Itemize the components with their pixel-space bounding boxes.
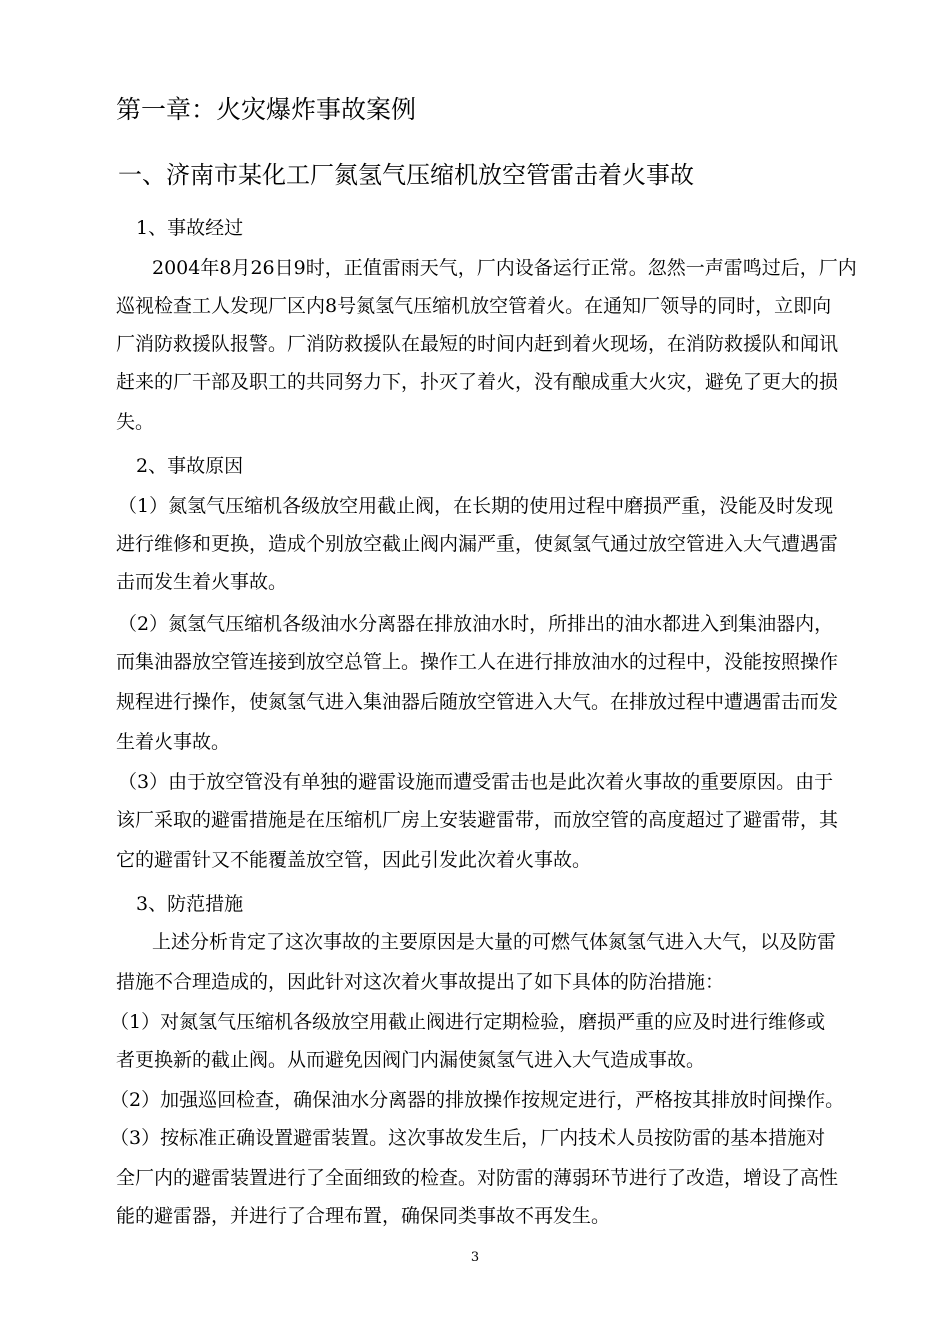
- page-number: 3: [470, 1250, 480, 1265]
- paragraph-line: 生着火事故。: [116, 731, 231, 753]
- paragraph-line: 上述分析肯定了这次事故的主要原因是大量的可燃气体氮氢气进入大气，以及防雷: [152, 931, 837, 953]
- paragraph-line: 该厂采取的避雷措施是在压缩机厂房上安装避雷带，而放空管的高度超过了避雷带，其: [116, 809, 839, 831]
- subheading-accident-process: 1、事故经过: [136, 217, 244, 239]
- subheading-accident-cause: 2、事故原因: [136, 455, 244, 477]
- paragraph-line: 厂消防救援队报警。厂消防救援队在最短的时间内赶到着火现场，在消防救援队和闻讯: [116, 333, 839, 355]
- paragraph-line: 措施不合理造成的，因此针对这次着火事故提出了如下具体的防治措施：: [116, 971, 725, 993]
- section-title: 一、济南市某化工厂氮氢气压缩机放空管雷击着火事故: [118, 161, 694, 189]
- paragraph-line: （3）按标准正确设置避雷装置。这次事故发生后，厂内技术人员按防雷的基本措施对: [110, 1127, 826, 1149]
- paragraph-line: 而集油器放空管连接到放空总管上。操作工人在进行排放油水的过程中，没能按照操作: [116, 651, 839, 673]
- paragraph-line: 赶来的厂干部及职工的共同努力下，扑灭了着火，没有酿成重大火灾，避免了更大的损: [116, 371, 839, 393]
- paragraph-line: 2004年8月26日9时，正值雷雨天气，厂内设备运行正常。忽然一声雷鸣过后，厂内: [152, 257, 857, 279]
- paragraph-line: 它的避雷针又不能覆盖放空管，因此引发此次着火事故。: [116, 849, 592, 871]
- paragraph-line: （2）氮氢气压缩机各级油水分离器在排放油水时，所排出的油水都进入到集油器内，: [118, 613, 834, 635]
- paragraph-line: （1）对氮氢气压缩机各级放空用截止阀进行定期检验，磨损严重的应及时进行维修或: [110, 1011, 826, 1033]
- paragraph-line: 巡视检查工人发现厂区内8号氮氢气压缩机放空管着火。在通知厂领导的同时，立即向: [116, 295, 832, 317]
- paragraph-line: 进行维修和更换，造成个别放空截止阀内漏严重，使氮氢气通过放空管进入大气遭遇雷: [116, 533, 839, 555]
- paragraph-line: 全厂内的避雷装置进行了全面细致的检查。对防雷的薄弱环节进行了改造，增设了高性: [116, 1167, 839, 1189]
- paragraph-line: 规程进行操作，使氮氢气进入集油器后随放空管进入大气。在排放过程中遭遇雷击而发: [116, 691, 839, 713]
- paragraph-line: 能的避雷器，并进行了合理布置，确保同类事故不再发生。: [116, 1205, 611, 1227]
- paragraph-line: 击而发生着火事故。: [116, 571, 288, 593]
- paragraph-line: （1）氮氢气压缩机各级放空用截止阀，在长期的使用过程中磨损严重，没能及时发现: [118, 495, 834, 517]
- paragraph-line: 失。: [116, 411, 155, 433]
- paragraph-line: 者更换新的截止阀。从而避免因阀门内漏使氮氢气进入大气造成事故。: [116, 1049, 706, 1071]
- paragraph-line: （2）加强巡回检查，确保油水分离器的排放操作按规定进行，严格按其排放时间操作。: [110, 1089, 845, 1111]
- paragraph-line: （3）由于放空管没有单独的避雷设施而遭受雷击也是此次着火事故的重要原因。由于: [118, 771, 834, 793]
- chapter-title: 第一章：火灾爆炸事故案例: [116, 95, 417, 124]
- subheading-preventive-measures: 3、防范措施: [136, 893, 244, 915]
